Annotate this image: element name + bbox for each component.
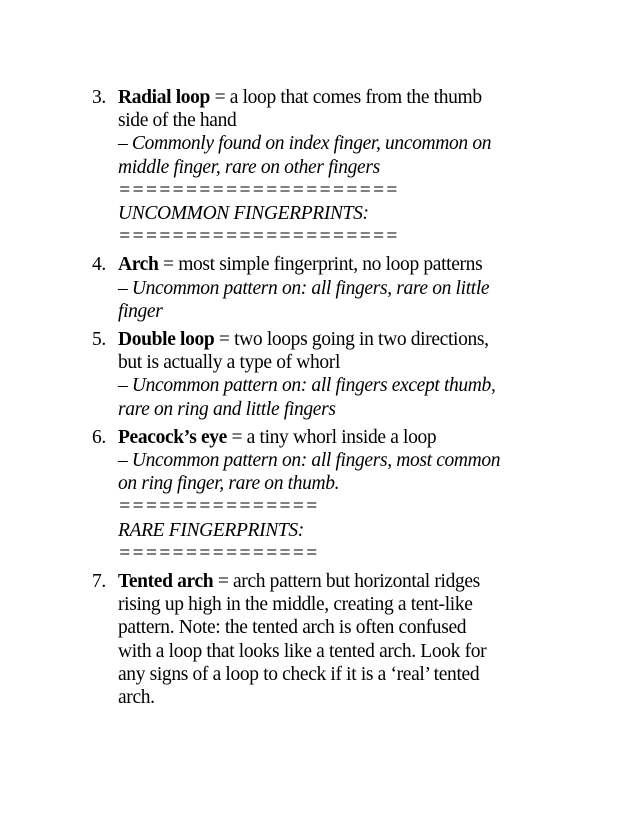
item-body-line: arch. (118, 687, 155, 709)
item-body-line: with a loop that looks like a tented arch. Look for (118, 640, 487, 662)
item-definition-cont: but is actually a type of whorl (118, 352, 341, 374)
item-number: 4. (92, 254, 106, 276)
item-term: Peacock’s eye (118, 426, 227, 448)
item-note: rare on ring and little fingers (118, 398, 336, 420)
section-heading-rare: RARE FINGERPRINTS: (118, 519, 304, 541)
item-number: 7. (92, 571, 106, 593)
item-definition: = a loop that comes from the thumb (210, 87, 482, 108)
item-body-line: rising up high in the middle, creating a tent-like (118, 594, 473, 616)
document-page (92, 86, 572, 714)
item-note: middle finger, rare on other fingers (118, 156, 380, 178)
item-definition: = most simple fingerprint, no loop patterns (158, 254, 483, 276)
section-rule: =============== (118, 542, 319, 564)
item-definition-line (118, 426, 572, 449)
list-item-radial-loop (92, 86, 572, 248)
item-term: Double loop (118, 329, 215, 351)
section-heading-uncommon: UNCOMMON FINGERPRINTS: (118, 203, 369, 225)
item-note: – Uncommon pattern on: all fingers, rare on little (118, 277, 490, 299)
item-definition-cont: side of the hand (118, 110, 237, 132)
item-term: Arch (118, 254, 159, 276)
item-number: 3. (92, 87, 106, 108)
section-rule: ===================== (118, 226, 399, 248)
item-definition-line (118, 328, 572, 351)
list-item-double-loop (92, 328, 572, 421)
list-item-arch (92, 253, 572, 323)
item-definition-line (118, 253, 572, 276)
item-definition: = two loops going in two directions, (214, 329, 489, 351)
item-note: – Commonly found on index finger, uncommon on (118, 133, 492, 155)
item-note: – Uncommon pattern on: all fingers, most common (118, 450, 501, 472)
item-term: Radial loop (118, 87, 211, 108)
item-definition-line (118, 570, 572, 593)
list-item-peacocks-eye (92, 426, 572, 565)
item-body-line: any signs of a loop to check if it is a ‘real’ tented (118, 663, 480, 685)
list-item-tented-arch (92, 570, 572, 709)
item-term: Tented arch (118, 571, 214, 593)
item-note: on ring finger, rare on thumb. (118, 473, 340, 495)
item-number: 5. (92, 329, 106, 351)
item-body-line: pattern. Note: the tented arch is often confused (118, 617, 467, 639)
item-definition-line (118, 86, 572, 109)
item-definition: = arch pattern but horizontal ridges (213, 571, 480, 593)
item-definition: = a tiny whorl inside a loop (226, 426, 437, 448)
section-rule: =============== (118, 496, 319, 518)
item-note: finger (118, 300, 163, 322)
section-rule: ===================== (118, 179, 399, 201)
item-number: 6. (92, 426, 106, 448)
item-note: – Uncommon pattern on: all fingers except thumb, (118, 375, 496, 397)
